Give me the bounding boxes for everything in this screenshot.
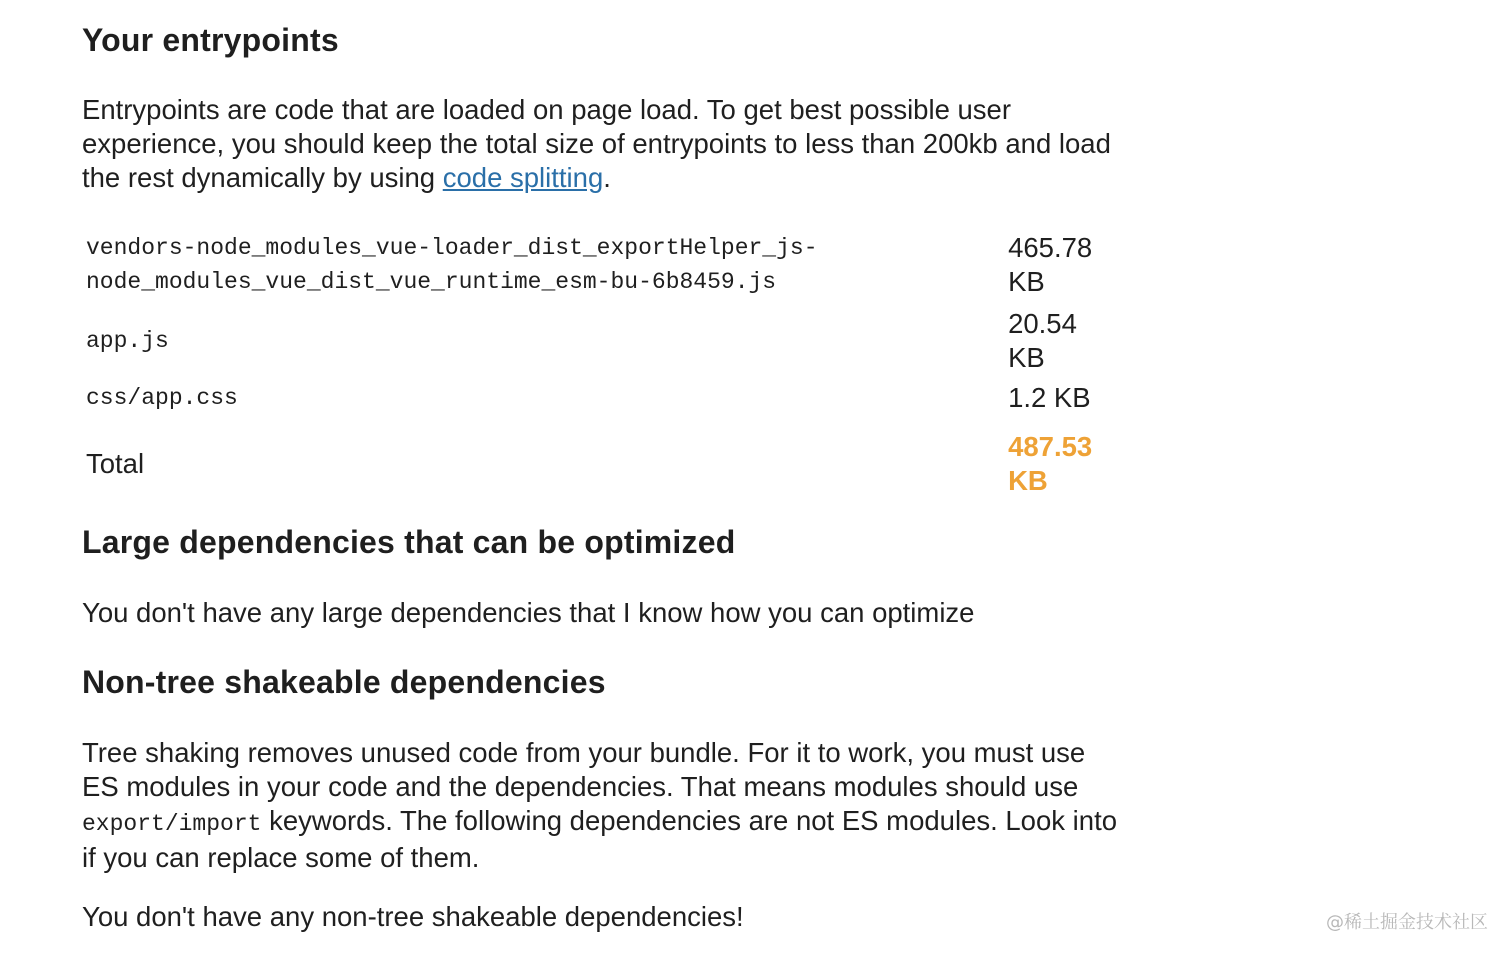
intro-end: . (603, 162, 611, 193)
total-value-number: 487.53 (1008, 431, 1093, 462)
large-dependencies-text: You don't have any large dependencies that I know how you can optimize (82, 597, 975, 628)
watermark: @稀土掘金技术社区 (1326, 912, 1488, 933)
file-name-line2: node_modules_vue_dist_vue_runtime_esm-bu-6b8459.js (86, 269, 777, 295)
file-size: 1.2 KB (1008, 382, 1091, 413)
export-import-code: export/import (82, 811, 262, 837)
intro-text: Entrypoints are code that are loaded on page load. To get best possible user experience, you should keep the total size of entrypoints to less than 200kb and load the rest dynamically by using (82, 94, 1111, 193)
total-label: Total (86, 448, 145, 479)
non-tree-shakeable-text (82, 736, 1127, 875)
non-tree-shakeable-heading: Non-tree shakeable dependencies (82, 664, 606, 700)
table-row (82, 226, 1112, 304)
entrypoints-intro (82, 93, 1122, 195)
file-size (1004, 304, 1112, 378)
file-name (82, 226, 1004, 304)
no-non-tree-shakeable-text: You don't have any non-tree shakeable dependencies! (82, 901, 744, 932)
file-name: app.js (86, 328, 169, 354)
tree-text-before: Tree shaking removes unused code from your bundle. For it to work, you must use ES modules in your code and the dependencies. That means modules should use (82, 737, 1086, 802)
table-row (82, 378, 1112, 418)
code-splitting-link[interactable]: code splitting (442, 162, 604, 193)
entrypoints-heading: Your entrypoints (82, 22, 339, 58)
total-value-unit: KB (1008, 465, 1048, 496)
file-name-line1: vendors-node_modules_vue-loader_dist_exportHelper_js- (86, 235, 818, 261)
total-row (82, 418, 1112, 510)
entrypoints-table (82, 226, 1112, 510)
tree-text-after: keywords. The following dependencies are not ES modules. Look into if you can replace some of them. (82, 805, 1117, 873)
large-dependencies-heading: Large dependencies that can be optimized (82, 524, 736, 560)
file-size-unit: KB (1008, 266, 1045, 297)
file-name: css/app.css (86, 385, 238, 411)
file-size-value: 465.78 (1008, 232, 1093, 263)
total-value (1004, 418, 1112, 510)
table-row (82, 304, 1112, 378)
file-size-value: 20.54 (1008, 308, 1077, 339)
file-size (1004, 226, 1112, 304)
file-size-unit: KB (1008, 342, 1045, 373)
